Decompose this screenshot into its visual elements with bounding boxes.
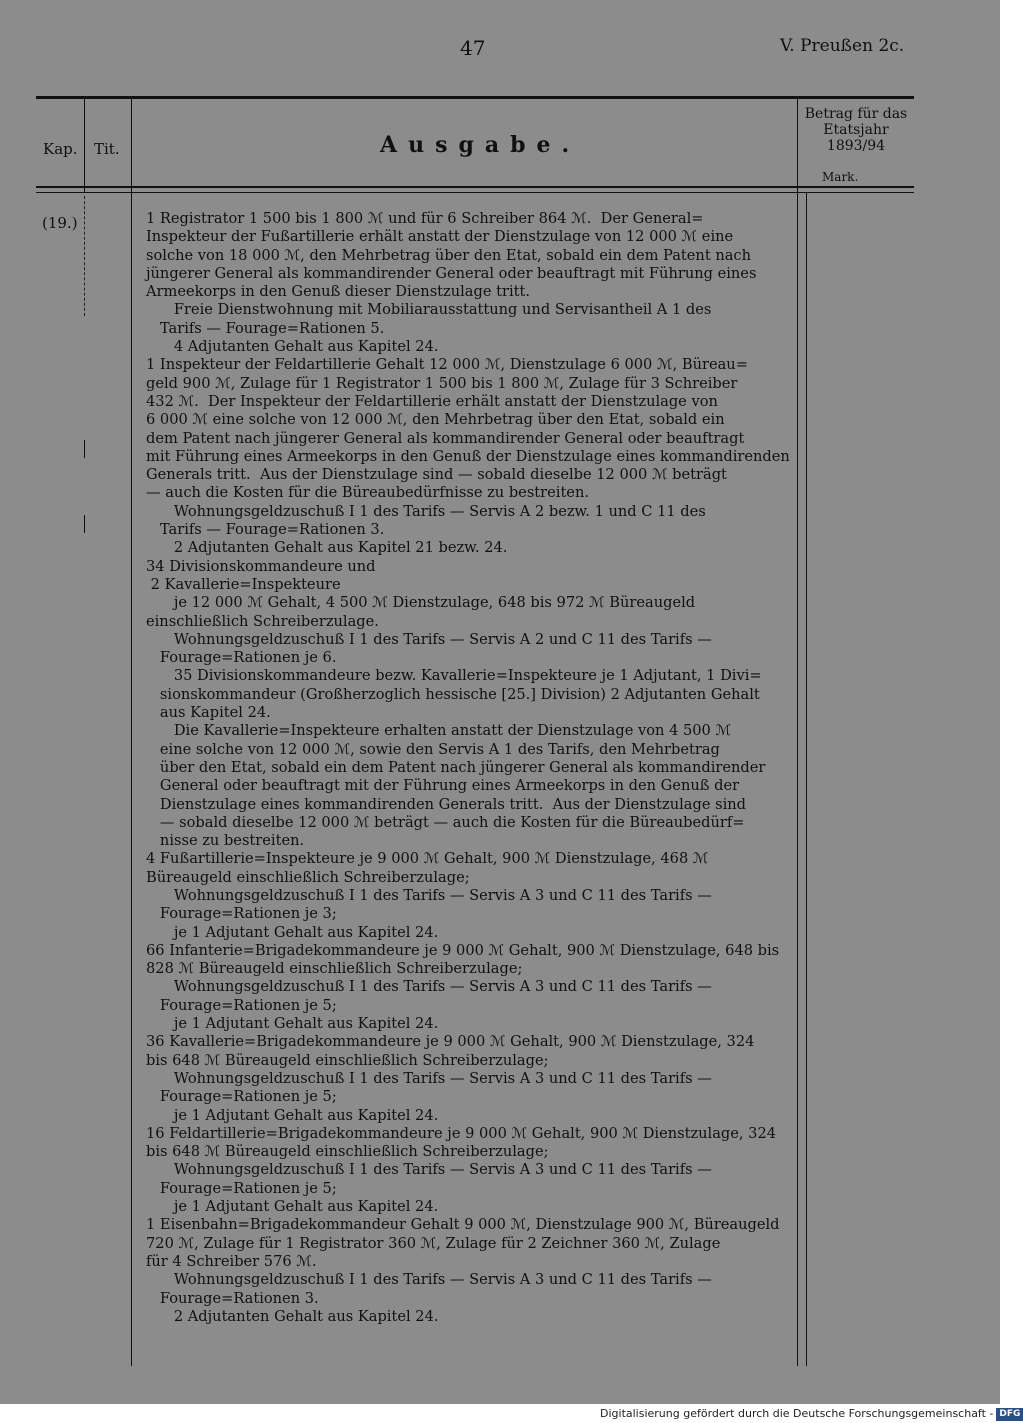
header-bottom-rule-thin (36, 192, 914, 193)
text-line: 432 ℳ. Der Inspekteur der Feldartillerie erhält anstatt der Dienstzulage von (146, 392, 718, 410)
text-line: bis 648 ℳ Büreaugeld einschließlich Schreiberzulage; (146, 1051, 549, 1069)
text-line: je 1 Adjutant Gehalt aus Kapitel 24. (146, 1015, 439, 1033)
text-line: Büreaugeld einschließlich Schreiberzulage; (146, 868, 470, 886)
text-line: 2 Adjutanten Gehalt aus Kapitel 21 bezw. 24. (146, 539, 508, 557)
column-header-kap: Kap. (43, 140, 78, 158)
column-header-betrag: Betrag für das Etatsjahr 1893/94 (804, 106, 908, 154)
header-divider-kap (84, 99, 85, 193)
text-line: 16 Feldartillerie=Brigadekommandeure je 9 000 ℳ Gehalt, 900 ℳ Dienstzulage, 324 (146, 1124, 777, 1142)
text-line: Fourage=Rationen je 5; (146, 1179, 337, 1197)
text-line: Wohnungsgeldzuschuß I 1 des Tarifs — Servis A 3 und C 11 des Tarifs — (146, 1069, 712, 1087)
text-line: 35 Divisionskommandeure bezw. Kavallerie=Inspekteure je 1 Adjutant, 1 Divi= (146, 667, 762, 685)
column-header-tit: Tit. (94, 140, 120, 158)
header-bottom-rule (36, 186, 914, 188)
text-line: sionskommandeur (Großherzoglich hessische [25.] Division) 2 Adjutanten Gehalt (146, 685, 760, 703)
kap-tit-divider (84, 196, 85, 316)
text-line: je 1 Adjutant Gehalt aus Kapitel 24. (146, 923, 439, 941)
text-line: Wohnungsgeldzuschuß I 1 des Tarifs — Servis A 2 bezw. 1 und C 11 des (146, 502, 706, 520)
text-line: Die Kavallerie=Inspekteure erhalten anstatt der Dienstzulage von 4 500 ℳ (146, 722, 732, 740)
column-header-ausgabe: Ausgabe. (380, 132, 581, 158)
text-line: Generals tritt. Aus der Dienstzulage sind — sobald dieselbe 12 000 ℳ beträgt (146, 466, 727, 484)
text-line: 34 Divisionskommandeure und (146, 557, 376, 575)
text-line: Tarifs — Fourage=Rationen 3. (146, 521, 385, 539)
text-line: Fourage=Rationen je 5; (146, 1088, 337, 1106)
text-line: solche von 18 000 ℳ, den Mehrbetrag über den Etat, sobald ein dem Patent nach (146, 246, 751, 264)
text-line: je 1 Adjutant Gehalt aus Kapitel 24. (146, 1106, 439, 1124)
text-line: aus Kapitel 24. (146, 704, 271, 722)
column-unit-mark: Mark. (822, 170, 859, 184)
top-rule (36, 96, 914, 99)
text-line: Inspekteur der Fußartillerie erhält anstatt der Dienstzulage von 12 000 ℳ eine (146, 228, 734, 246)
body-divider-betrag (797, 193, 798, 1366)
text-line: Wohnungsgeldzuschuß I 1 des Tarifs — Servis A 3 und C 11 des Tarifs — (146, 978, 712, 996)
text-line: für 4 Schreiber 576 ℳ. (146, 1252, 317, 1270)
text-line: Wohnungsgeldzuschuß I 1 des Tarifs — Servis A 3 und C 11 des Tarifs — (146, 1271, 712, 1289)
dfg-logo: DFG (996, 1408, 1023, 1421)
text-line: einschließlich Schreiberzulage. (146, 612, 379, 630)
tit-mark-2 (84, 515, 85, 533)
text-line: Fourage=Rationen je 3; (146, 905, 337, 923)
page-number: 47 (460, 36, 486, 60)
text-line: 4 Adjutanten Gehalt aus Kapitel 24. (146, 338, 439, 356)
text-line: je 1 Adjutant Gehalt aus Kapitel 24. (146, 1198, 439, 1216)
text-line: — sobald dieselbe 12 000 ℳ beträgt — auch die Kosten für die Büreaubedürf= (146, 813, 745, 831)
text-line: je 12 000 ℳ Gehalt, 4 500 ℳ Dienstzulage, 648 bis 972 ℳ Büreaugeld (146, 594, 696, 612)
footer-text: Digitalisierung gefördert durch die Deutsche Forschungsgemeinschaft - (600, 1407, 994, 1420)
text-line: General oder beauftragt mit der Führung eines Armeekorps in den Genuß der (146, 777, 740, 795)
text-line: eine solche von 12 000 ℳ, sowie den Servis A 1 des Tarifs, den Mehrbetrag (146, 740, 720, 758)
text-line: mit Führung eines Armeekorps in den Genuß der Dienstzulage eines kommandirenden (146, 447, 790, 465)
kap-number: (19.) (42, 214, 78, 232)
tit-mark-1 (84, 440, 85, 458)
text-line: 36 Kavallerie=Brigadekommandeure je 9 000 ℳ Gehalt, 900 ℳ Dienstzulage, 324 (146, 1033, 755, 1051)
header-divider-betrag (797, 99, 798, 193)
text-line: 1 Inspekteur der Feldartillerie Gehalt 12 000 ℳ, Dienstzulage 6 000 ℳ, Büreau= (146, 356, 748, 374)
text-line: Wohnungsgeldzuschuß I 1 des Tarifs — Servis A 3 und C 11 des Tarifs — (146, 1161, 712, 1179)
footer-credit (600, 1405, 1021, 1423)
text-line: geld 900 ℳ, Zulage für 1 Registrator 1 500 bis 1 800 ℳ, Zulage für 3 Schreiber (146, 374, 738, 392)
text-line: Freie Dienstwohnung mit Mobiliarausstattung und Servisantheil A 1 des (146, 301, 712, 319)
expenditure-text (146, 210, 792, 1326)
text-line: Tarifs — Fourage=Rationen 5. (146, 319, 385, 337)
text-line: 4 Fußartillerie=Inspekteure je 9 000 ℳ Gehalt, 900 ℳ Dienstzulage, 468 ℳ (146, 850, 709, 868)
text-line: jüngerer General als kommandirender General oder beauftragt mit Führung eines (146, 264, 757, 282)
text-line: nisse zu bestreiten. (146, 832, 305, 850)
text-line: 828 ℳ Büreaugeld einschließlich Schreiberzulage; (146, 960, 523, 978)
text-line: dem Patent nach jüngerer General als kommandirender General oder beauftragt (146, 429, 745, 447)
text-line: Dienstzulage eines kommandirenden Generals tritt. Aus der Dienstzulage sind (146, 795, 747, 813)
body-right-edge (806, 193, 807, 1366)
header-divider-tit (131, 99, 132, 193)
text-line: 2 Kavallerie=Inspekteure (146, 575, 341, 593)
text-line: — auch die Kosten für die Büreaubedürfnisse zu bestreiten. (146, 484, 589, 502)
text-line: 66 Infanterie=Brigadekommandeure je 9 000 ℳ Gehalt, 900 ℳ Dienstzulage, 648 bis (146, 941, 780, 959)
text-line: Fourage=Rationen je 6. (146, 649, 337, 667)
running-head: V. Preußen 2c. (780, 36, 905, 56)
text-line: 6 000 ℳ eine solche von 12 000 ℳ, den Mehrbetrag über den Etat, sobald ein (146, 411, 725, 429)
text-line: Fourage=Rationen 3. (146, 1289, 319, 1307)
text-line: 720 ℳ, Zulage für 1 Registrator 360 ℳ, Zulage für 2 Zeichner 360 ℳ, Zulage (146, 1234, 721, 1252)
text-line: 2 Adjutanten Gehalt aus Kapitel 24. (146, 1307, 439, 1325)
text-line: 1 Eisenbahn=Brigadekommandeur Gehalt 9 000 ℳ, Dienstzulage 900 ℳ, Büreaugeld (146, 1216, 780, 1234)
text-line: Wohnungsgeldzuschuß I 1 des Tarifs — Servis A 2 und C 11 des Tarifs — (146, 630, 712, 648)
text-line: Wohnungsgeldzuschuß I 1 des Tarifs — Servis A 3 und C 11 des Tarifs — (146, 886, 712, 904)
text-line: bis 648 ℳ Büreaugeld einschließlich Schreiberzulage; (146, 1143, 549, 1161)
text-line: über den Etat, sobald ein dem Patent nach jüngerer General als kommandirender (146, 758, 766, 776)
text-line: 1 Registrator 1 500 bis 1 800 ℳ und für 6 Schreiber 864 ℳ. Der General= (146, 210, 704, 227)
text-line: Fourage=Rationen je 5; (146, 996, 337, 1014)
text-line: Armeekorps in den Genuß dieser Dienstzulage tritt. (146, 283, 530, 301)
body-divider-tit (131, 193, 132, 1366)
